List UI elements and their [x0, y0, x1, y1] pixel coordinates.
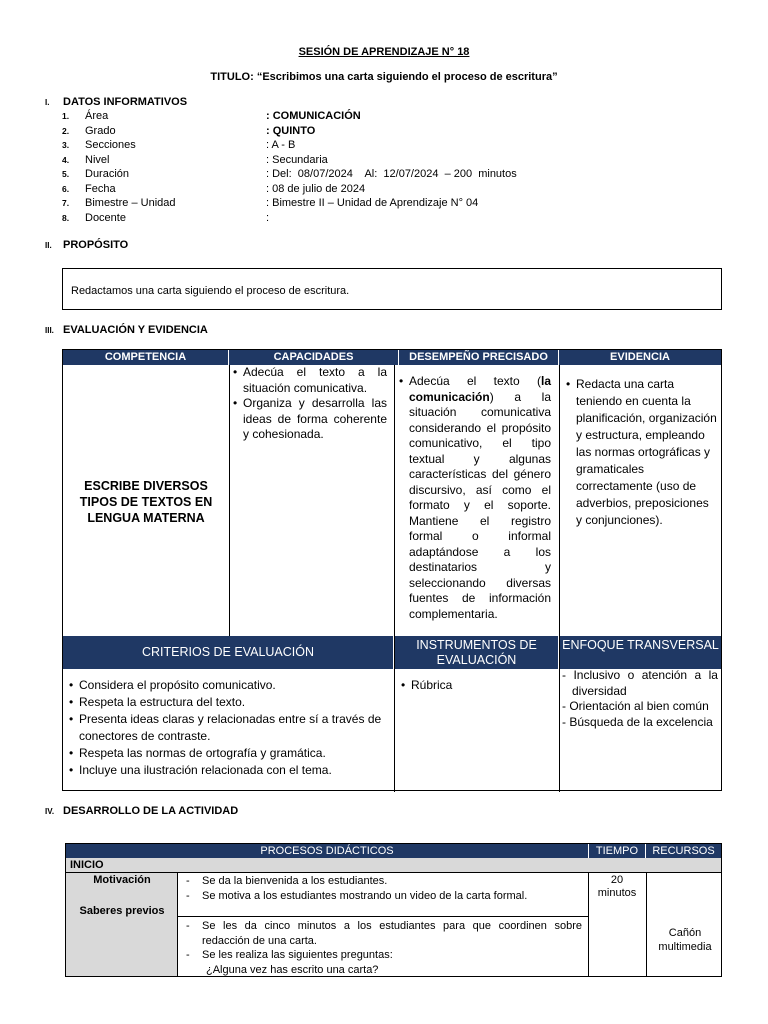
phase-column — [66, 873, 178, 976]
header-capacidades: CAPACIDADES — [229, 350, 399, 365]
activity-table — [65, 843, 722, 977]
criterio-item: • Considera el propósito comunicativo. — [69, 677, 389, 694]
section-4-heading: IV. DESARROLLO DE LA ACTIVIDAD — [45, 805, 239, 817]
header-recursos: RECURSOS — [646, 844, 721, 858]
inicio-label: INICIO — [70, 859, 104, 871]
activity-lines-bottom — [186, 919, 582, 977]
activity-line: - Se motiva a los estudiantes mostrando un video de la carta formal. — [186, 889, 528, 902]
info-row-secciones: 3. Secciones : A - B — [62, 139, 296, 151]
inicio-row — [66, 858, 721, 873]
info-row-docente: 8. Docente : — [62, 211, 270, 224]
header-tiempo: TIEMPO — [589, 844, 646, 858]
tiempo-value: 20 minutos — [597, 874, 637, 899]
criterio-item: • Incluye una ilustración relacionada con el tema. — [69, 762, 389, 779]
info-row-bimestre: 7. Bimestre – Unidad : Bimestre II – Unidad de Aprendizaje N° 04 — [62, 197, 479, 209]
section-1-number: I. — [45, 98, 50, 107]
enfoques-list — [562, 668, 718, 730]
section-4-title: DESARROLLO DE LA ACTIVIDAD — [63, 805, 239, 817]
header-criterios: CRITERIOS DE EVALUACIÓN — [63, 636, 394, 669]
session-subtitle: TITULO: “Escribimos una carta siguiendo el proceso de escritura” — [210, 71, 558, 83]
capacidad-item: • Organiza y desarrolla las ideas de forma coherente y cohesionada. — [233, 396, 387, 443]
instrumento-item: • Rúbrica — [401, 678, 551, 692]
capacidad-item: • Adecúa el texto a la situación comunicativa. — [233, 365, 387, 396]
purpose-text: Redactamos una carta siguiendo el proceso de escritura. — [71, 285, 350, 297]
recursos-value: Cañón multimedia — [658, 927, 712, 953]
motivacion-label: Motivación — [93, 874, 151, 886]
header-enfoque: ENFOQUE TRANSVERSAL — [560, 636, 721, 669]
activity-line: - Se da la bienvenida a los estudiantes. — [186, 875, 388, 887]
criterio-item: • Presenta ideas claras y relacionadas entre sí a través de conectores de contraste. — [69, 711, 389, 745]
enfoque-item: - Inclusivo o atención a la diversidad — [562, 668, 718, 698]
section-3-heading: III. EVALUACIÓN Y EVIDENCIA — [45, 324, 208, 336]
section-2-title: PROPÓSITO — [63, 239, 129, 251]
desempeno-item: • Adecúa el texto (la comunicación) a la situación comunicativa considerando el propósito comunicativo, el tipo textual y algunas características del género discursivo, así como el formato y el soporte. Mantiene el registro formal o informal adaptándose a los destinatarios y seleccionando diversas fuentes de información complementaria. — [399, 374, 551, 622]
criterios-list — [69, 677, 389, 779]
header-instrumentos: INSTRUMENTOS DE EVALUACIÓN — [395, 636, 559, 669]
enfoque-item: - Búsqueda de la excelencia — [562, 714, 713, 729]
activity-line: - Se les realiza las siguientes preguntas: — [186, 949, 393, 961]
section-2-heading: II. PROPÓSITO — [45, 239, 129, 251]
competencia-text: ESCRIBE DIVERSOS TIPOS DE TEXTOS EN LENGUA MATERNA — [79, 479, 213, 525]
instrumento-list — [401, 678, 551, 692]
criterio-item: • Respeta la estructura del texto. — [69, 694, 389, 711]
section-1-title: DATOS INFORMATIVOS — [63, 96, 188, 108]
capacidades-list — [233, 365, 387, 443]
purpose-box — [62, 268, 722, 310]
session-title: SESIÓN DE APRENDIZAJE N° 18 — [298, 46, 470, 58]
info-row-grado: 2. Grado : QUINTO — [62, 124, 316, 137]
desempeno-list — [399, 374, 551, 622]
activity-lines-top — [186, 874, 582, 903]
header-evidencia: EVIDENCIA — [559, 350, 721, 365]
info-row-area: 1. Área : COMUNICACIÓN — [62, 110, 361, 122]
header-procesos: PROCESOS DIDÁCTICOS — [66, 844, 589, 858]
evaluation-table — [62, 349, 722, 791]
header-desempeno: DESEMPEÑO PRECISADO — [399, 350, 559, 365]
info-row-nivel: 4. Nivel : Secundaria — [62, 153, 328, 166]
section-3-title: EVALUACIÓN Y EVIDENCIA — [63, 324, 208, 336]
info-row-fecha: 6. Fecha : 08 de julio de 2024 — [62, 182, 366, 195]
activity-line: - Se les da cinco minutos a los estudiantes para que coordinen sobre redacción de una carta. — [186, 920, 582, 947]
activity-question: ¿Alguna vez has escrito una carta? — [206, 963, 379, 976]
evidencia-list — [566, 376, 718, 529]
info-row-duracion: 5. Duración : Del: 08/07/2024 Al: 12/07/2024 – 200 minutos — [62, 168, 517, 180]
saberes-label: Saberes previos — [79, 905, 165, 917]
evidencia-item: • Redacta una carta teniendo en cuenta la planificación, organización y estructura, empleando las normas ortográficas y gramaticales correctamente (uso de adverbios, preposiciones y conjunciones). — [566, 376, 718, 529]
section-1-heading — [45, 96, 187, 108]
header-competencia: COMPETENCIA — [63, 350, 229, 365]
criterio-item: • Respeta las normas de ortografía y gramática. — [69, 745, 389, 762]
enfoque-item: - Orientación al bien común — [562, 699, 709, 713]
